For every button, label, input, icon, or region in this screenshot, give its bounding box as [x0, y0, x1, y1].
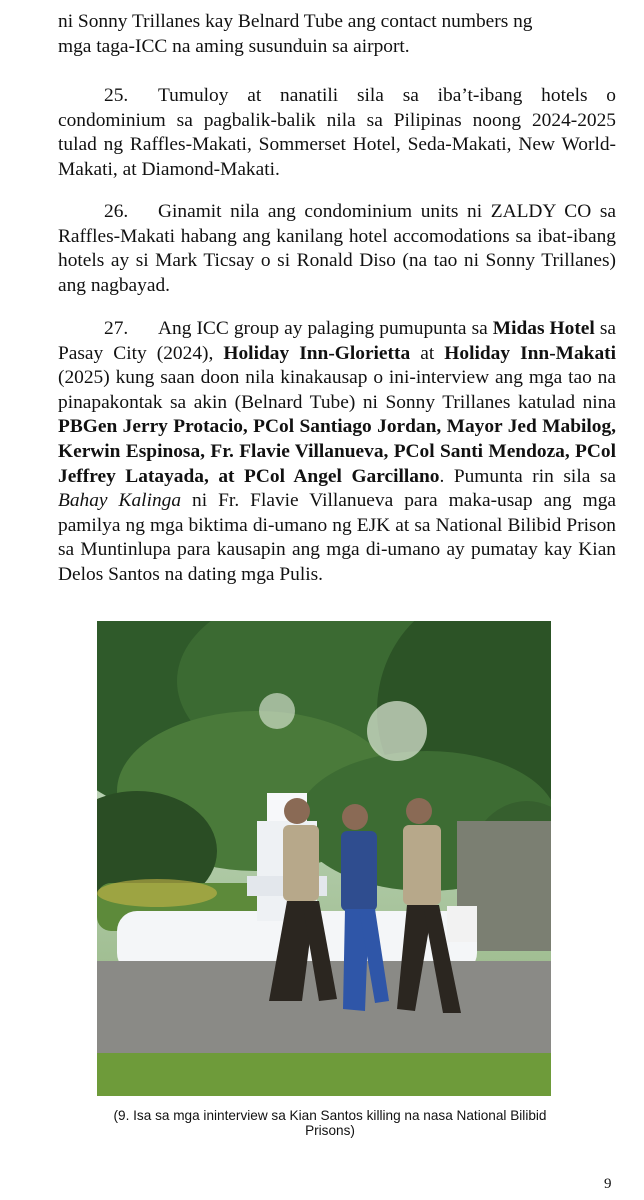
- paragraph-25-number: 25.: [104, 85, 129, 106]
- paragraph-27-text-1: Ang ICC group ay palaging pumupunta sa: [158, 318, 493, 339]
- paragraph-27-text-5: . Pumunta rin sila sa: [439, 465, 616, 487]
- figure-photo: [97, 621, 551, 1096]
- paragraph-27-number: 27.: [104, 318, 129, 339]
- continuation-line-1: ni Sonny Trillanes kay Belnard Tube ang contact numbers ng: [58, 11, 533, 32]
- paragraph-27-bold-midas: Midas Hotel: [492, 318, 595, 339]
- paragraph-continuation: [58, 10, 616, 59]
- paragraph-27-bold-makati: Holiday Inn-Makati: [444, 342, 616, 364]
- figure-caption: (9. Isa sa mga ininterview sa Kian Santos killing na nasa National Bilibid Prisons): [113, 1108, 547, 1138]
- paragraph-27-text-2: sa Pasay City (2024),: [58, 318, 616, 364]
- paragraph-26-number: 26.: [104, 201, 129, 222]
- paragraph-26-text: Ginamit nila ang condominium units ni ZALDY CO sa Raffles-Makati habang ang kanilang hotel accomodations sa ibat-ibang hotels ay si Mark Ticsay o si Ronald Diso (na tao ni Sonny Trillanes) ang nagbayad.: [58, 201, 616, 296]
- photo-illustration: [97, 621, 551, 1096]
- paragraph-26: [58, 200, 616, 298]
- page-number: 9: [604, 1176, 612, 1192]
- paragraph-27-bold-names: PBGen Jerry Protacio, PCol Santiago Jordan, Mayor Jed Mabilog, Kerwin Espinosa, Fr. Flavie Villanueva, PCol Santi Mendoza, PCol Jeffrey Latayada, at PCol Angel Garcillano: [58, 416, 616, 487]
- paragraph-27-bold-glorietta: Holiday Inn-Glorietta: [223, 342, 411, 364]
- continuation-line-2: mga taga-ICC na aming susunduin sa airport.: [58, 35, 410, 57]
- paragraph-27: [58, 317, 616, 588]
- paragraph-25: [58, 84, 616, 182]
- paragraph-25-text: Tumuloy at nanatili sila sa iba’t-ibang hotels o condominium sa pagbalik-balik nila sa Pilipinas noong 2024-2025 tulad ng Raffles-Makati, Sommerset Hotel, Seda-Makati, New World-Makati, at Diamond-Makati.: [58, 85, 616, 180]
- paragraph-27-italic-bahay-kalinga: Bahay Kalinga: [58, 490, 182, 512]
- grass: [97, 1053, 551, 1096]
- paragraph-27-text-6: ni Fr. Flavie Villanueva para maka-usap ang mga pamilya ng mga biktima di-umano ng EJK at sa National Bilibid Prison sa Muntinlupa para kausapin ang mga di-umano ay pumatay kay Kian Delos Santos na dating mga Pulis.: [58, 490, 616, 585]
- paragraph-27-text-3: at: [410, 342, 445, 364]
- paragraph-27-text-4: (2025) kung saan doon nila kinakausap o ini-interview ang mga tao na pinapakontak sa akin (Belnard Tube) ni Sonny Trillanes katulad nina: [58, 367, 616, 413]
